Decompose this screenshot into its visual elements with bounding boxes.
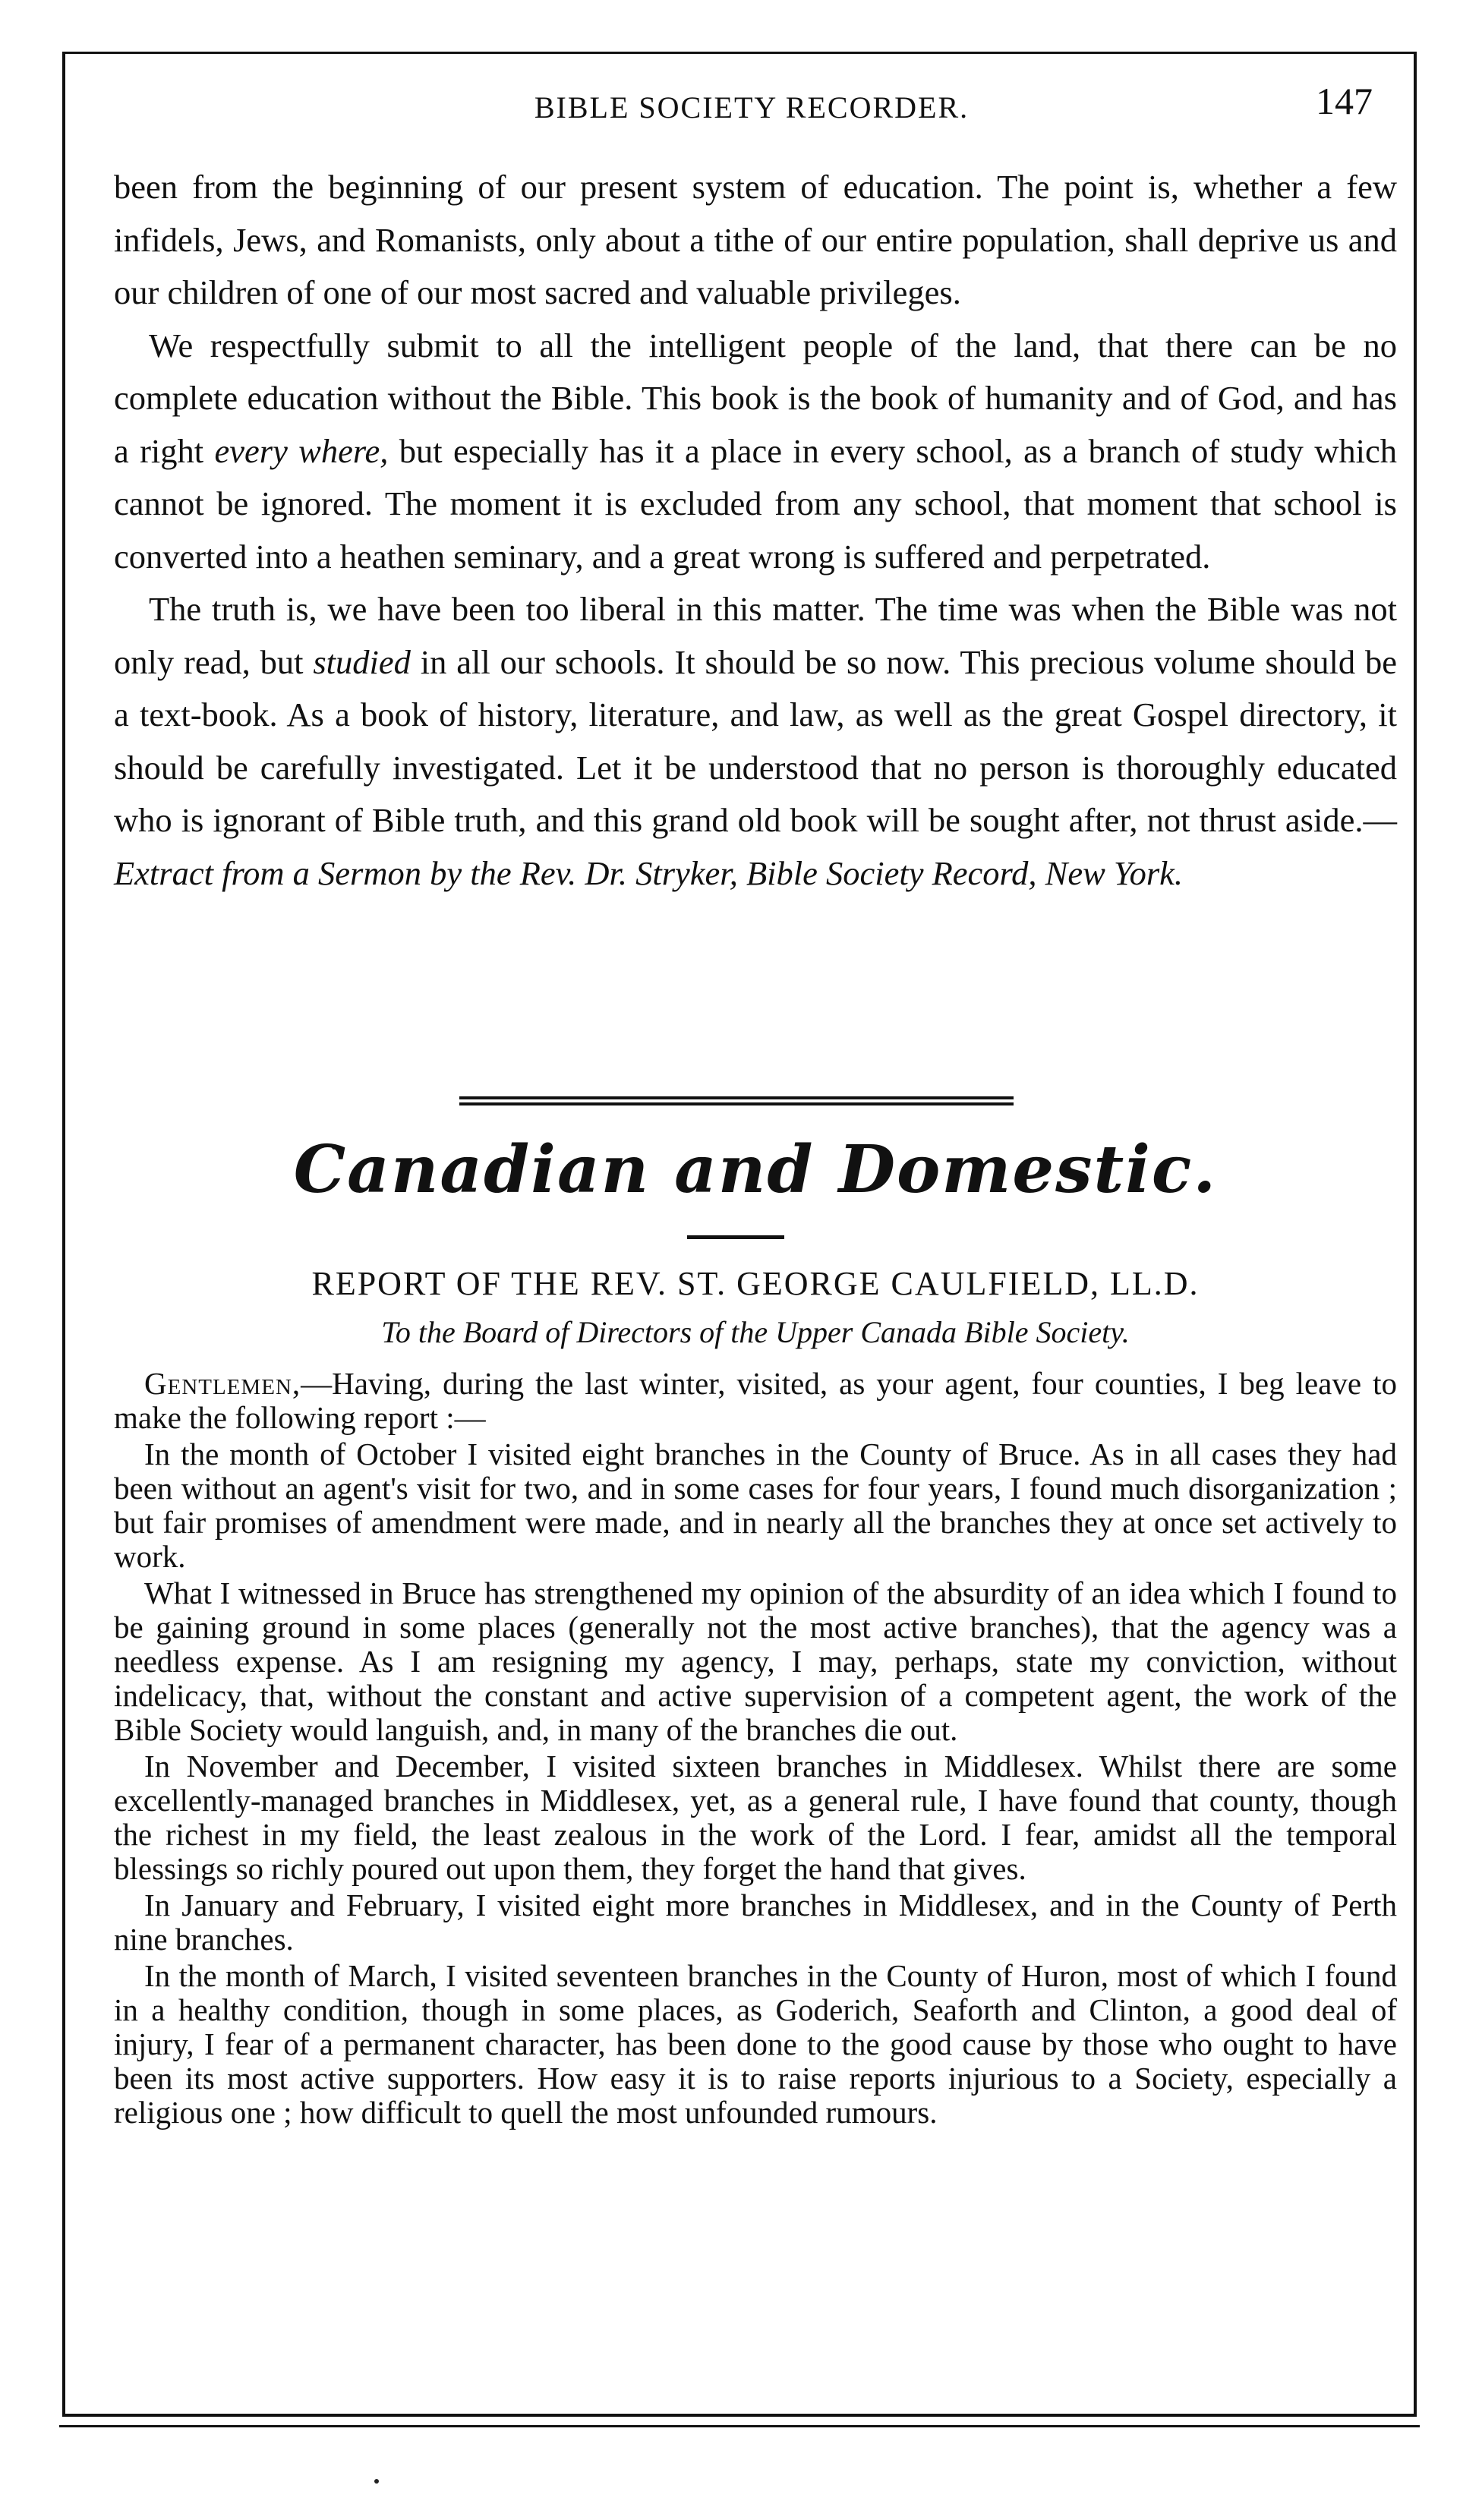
text-run: but especially has it a place in every school, as a branch of study which cannot be ignored. The moment it is excluded from any school, that moment that school is converted into a heathen seminary, and a great wrong is suffered and perpetrated. (114, 431, 1397, 576)
report-paragraph-2: In the month of October I visited eight branches in the County of Bruce. As in all cases they had been without an agent's visit for two, and in some cases for four years, I found much disorganization ; but fair promises of amendment were made, and in nearly all the branches they at once set actively to work. (114, 1437, 1397, 1574)
sermon-paragraph-2 (114, 320, 1397, 584)
report-paragraph-4: In November and December, I visited sixteen branches in Middlesex. Whilst there are some excellently-managed branches in Middlesex, yet, as a general rule, I have found that county, though the richest in my field, the least zealous in the work of the Lord. I fear, amidst all the temporal blessings so richly poured out upon them, they forget the hand that gives. (114, 1749, 1397, 1886)
sermon-paragraph-3 (114, 583, 1397, 900)
source-citation: Extract from a Sermon by the Rev. Dr. Stryker, Bible Society Record, New York. (114, 853, 1184, 892)
page-number: 147 (1316, 80, 1373, 122)
sermon-paragraph-1: been from the beginning of our present system of education. The point is, whether a few infidels, Jews, and Romanists, only about a tithe of our entire population, shall deprive us and our children of one of our most sacred and valuable privileges. (114, 168, 1397, 311)
ink-dot (374, 2479, 379, 2484)
report-body (114, 1367, 1397, 2132)
section-divider-rule (459, 1096, 1014, 1105)
text-run: —Having, during the last winter, visited, as your agent, four counties, I beg leave to make the following report :— (114, 1366, 1397, 1435)
sermon-extract (114, 161, 1397, 900)
emphasis-text: every where, (214, 431, 389, 470)
salutation: Gentlemen, (144, 1366, 301, 1401)
section-heading: Canadian and Domestic. (293, 1131, 1218, 1208)
report-paragraph-1 (114, 1367, 1397, 1435)
report-paragraph-5: In January and February, I visited eight more branches in Middlesex, and in the County of Perth nine branches. (114, 1888, 1397, 1957)
report-addressee: To the Board of Directors of the Upper Canada Bible Society. (381, 1315, 1130, 1349)
report-paragraph-6: In the month of March, I visited seventeen branches in the County of Huron, most of which I found in a healthy condition, though in some places, as Goderich, Seaforth and Clinton, a good deal of injury, I fear of a permanent character, has been done to the good cause by those who ought to have been its most active supporters. How easy it is to raise reports injurious to a Society, especially a religious one ; how difficult to quell the most unfounded rumours. (114, 1958, 1397, 2130)
running-head: BIBLE SOCIETY RECORDER. (534, 90, 970, 125)
emphasis-text: studied (313, 642, 411, 681)
report-title: REPORT OF THE REV. ST. GEORGE CAULFIELD, LL.D. (311, 1265, 1200, 1302)
text-run: in all our schools. It should be so now. This precious volume should be a text-book. As a book of history, literature, and law, as well as the great Gospel directory, it should be carefully investigated. Let it be understood that no person is thoroughly educated who is ignorant of Bible truth, and this grand old book will be sought after, not thrust aside.— (114, 642, 1397, 839)
report-paragraph-3: What I witnessed in Bruce has strengthened my opinion of the absurdity of an idea which I found to be gaining ground in some places (generally not the most active branches), that the agency was a needless expense. As I am resigning my agency, I may, perhaps, state my conviction, without indelicacy, that, without the constant and active supervision of a competent agent, the work of the Bible Society would languish, and, in many of the branches die out. (114, 1575, 1397, 1747)
text-run: We respectfully submit to all the intelligent people of the land, that there can be no complete education without the Bible. This book is the book of humanity and of God, and has a right (114, 326, 1397, 470)
text-run: The truth is, we have been too liberal in this matter. The time was when the Bible was not only read, but (114, 590, 1397, 681)
page-header (114, 79, 1389, 132)
heading-underline-rule (687, 1235, 784, 1239)
bottom-rule (59, 2425, 1420, 2427)
